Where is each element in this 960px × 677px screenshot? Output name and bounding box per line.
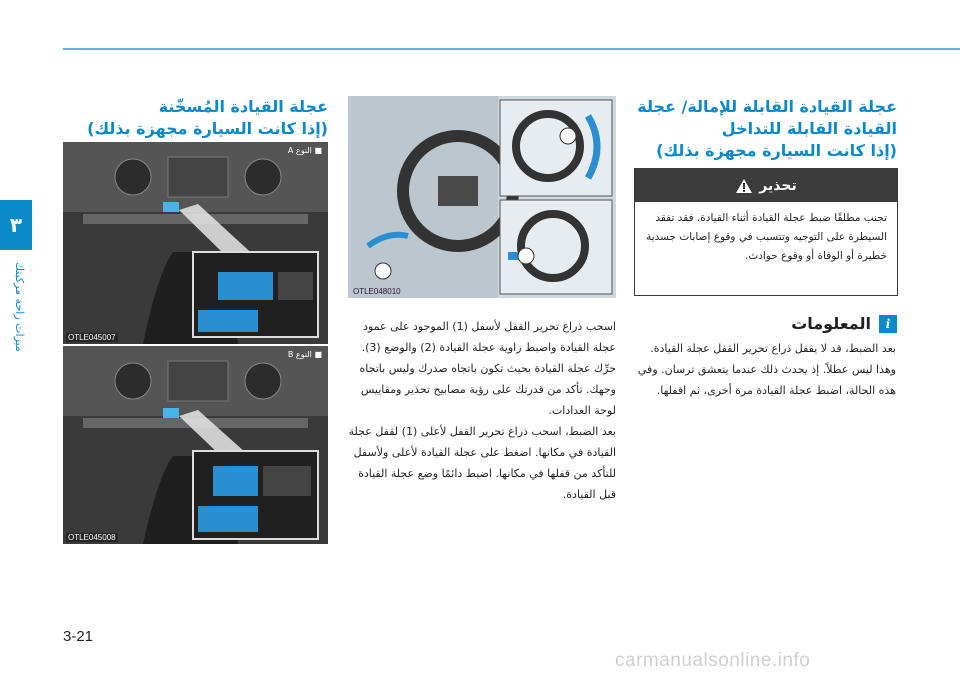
page-number: 3-21 — [63, 628, 94, 645]
warning-title: تحذير — [759, 177, 797, 194]
chapter-title: ميزات راحة مركبتك — [13, 262, 26, 352]
steering-wheel-illustration — [348, 96, 616, 298]
heated-heading-line1: عجلة القيادة المُسخّنة — [158, 97, 328, 116]
steering-tilt-figure — [348, 96, 616, 298]
site-watermark: carmanualsonline.info — [615, 650, 811, 671]
info-text: بعد الضبط، قد لا يقفل ذراع تحرير القفل عجلة القيادة. وهذا ليس عطلاً. إذ يحدث ذلك عندما يتعشق ترسان. وفي هذه الحالة، اضبط عجلة القيادة مرة أخرى، ثم اقفلها. — [637, 342, 896, 397]
heated-heading-line2: (إذا كانت السيارة مجهزة بذلك) — [87, 119, 328, 138]
warning-header — [635, 169, 897, 202]
chapter-tab — [0, 200, 32, 250]
heated-wheel-heading — [63, 96, 328, 140]
tilt-paragraph-2: بعد الضبط، اسحب ذراع تحرير القفل لأعلى (1) لقفل عجلة القيادة في مكانها. اضغط على عجلة القيادة لأعلى ولأسفل للتأكد من قفلها في مكانها. اضبط دائمًا وضع عجلة القيادة قبل القيادة. — [348, 425, 616, 501]
tilt-wheel-heading — [627, 96, 897, 162]
tilt-heading-line2: القيادة القابلة للتداخل — [721, 119, 897, 138]
console-b-illustration — [63, 346, 328, 544]
figure-type-a — [63, 142, 328, 344]
figure-a-code: OTLE045007 — [68, 333, 116, 342]
column2-text — [348, 316, 616, 505]
warning-text: تجنب مطلقًا ضبط عجلة القيادة أثناء القيادة. فقد تفقد السيطرة على التوجيه وتتسبب في وقوع إصابات جسدية خطيرة أو الوفاة أو وقوع حوادث. — [646, 212, 887, 262]
chapter-number: ٣ — [9, 213, 23, 237]
console-a-illustration — [63, 142, 328, 344]
info-title: المعلومات — [791, 314, 871, 333]
figure-type-b — [63, 346, 328, 544]
top-rule — [63, 48, 960, 50]
figure-a-type: ■ النوع A — [287, 146, 322, 155]
info-header — [791, 314, 897, 333]
info-icon: i — [879, 315, 897, 333]
tilt-heading-line1: عجلة القيادة القابلة للإمالة/ عجلة — [637, 97, 897, 116]
warning-box — [634, 168, 898, 296]
warning-triangle-icon — [735, 178, 753, 194]
figure-b-code: OTLE045008 — [68, 533, 116, 542]
figure-b-type: ■ النوع B — [287, 350, 322, 359]
tilt-paragraph-1: اسحب ذراع تحرير القفل لأسفل (1) الموجود على عمود عجلة القيادة واضبط زاوية عجلة القيادة (2) والوضع (3). حرِّك عجلة القيادة بحيث تكون باتجاه صدرك وليس باتجاه وجهك. تأكد من قدرتك على رؤية مصابيح تحذير ومقاييس لوحة العدادات. — [359, 320, 616, 417]
steering-figure-code: OTLE048010 — [353, 287, 401, 296]
tilt-heading-line3: (إذا كانت السيارة مجهزة بذلك) — [656, 141, 897, 160]
